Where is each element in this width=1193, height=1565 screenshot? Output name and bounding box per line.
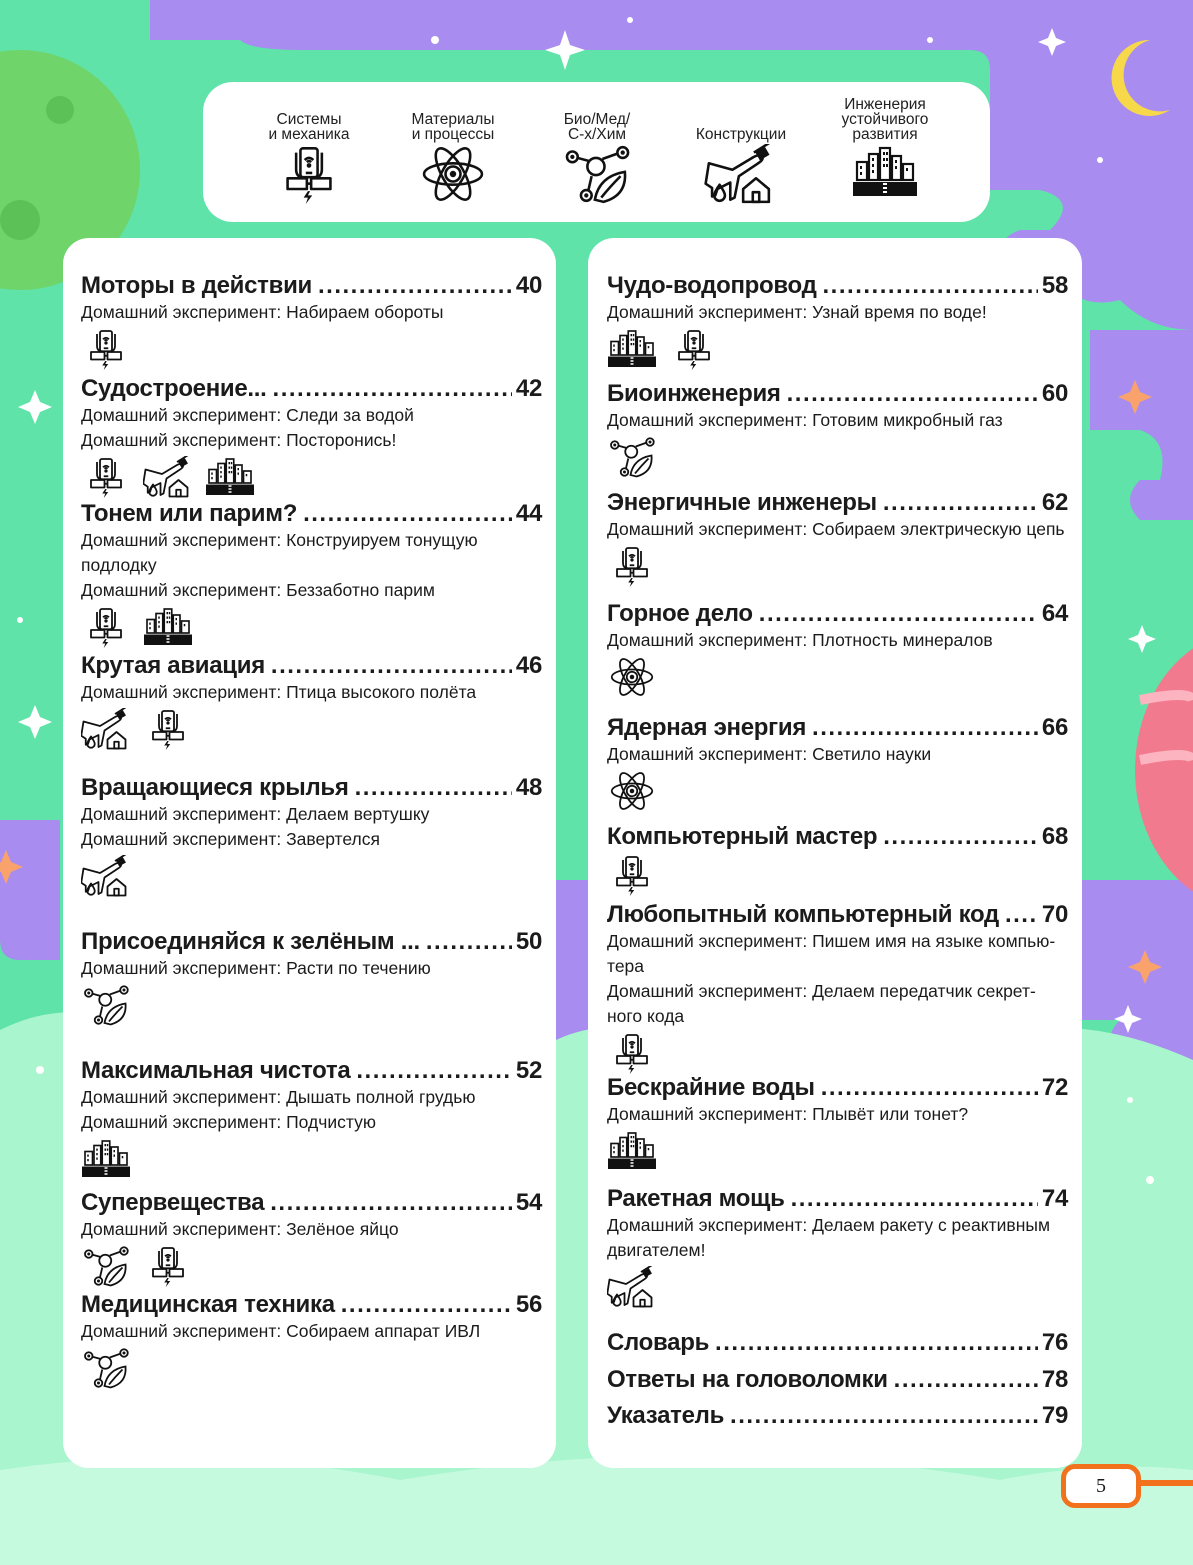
toc-entry[interactable]	[607, 489, 1068, 587]
materials-icon	[388, 144, 518, 209]
category-icons	[81, 1245, 542, 1287]
entry-page-number: 70	[1041, 901, 1068, 928]
entry-title: Судостроение...	[81, 375, 267, 402]
sustainable-icon	[607, 328, 657, 370]
sustainable-icon	[205, 456, 255, 498]
leader-dots	[791, 1185, 1038, 1213]
entry-title: Энергичные инженеры	[607, 489, 877, 516]
entry-title: Чудо-водопровод	[607, 272, 817, 299]
toc-heading	[607, 1366, 1068, 1394]
category-label: Инженерия устойчивого развития	[841, 96, 929, 143]
sustainable-icon	[820, 144, 950, 205]
toc-entry[interactable]	[81, 1291, 542, 1389]
category-icons	[607, 328, 1068, 370]
home-experiment: Домашний эксперимент: Делаем ракету с реактивным двигателем!	[607, 1215, 1050, 1260]
entry-title: Бескрайние воды	[607, 1074, 815, 1101]
toc-heading	[607, 600, 1068, 628]
toc-heading	[81, 928, 542, 956]
category-bio	[532, 94, 662, 209]
toc-entry[interactable]	[607, 380, 1068, 478]
entry-page-number: 50	[515, 928, 542, 955]
materials-icon	[607, 656, 657, 698]
category-legend	[203, 82, 990, 222]
home-experiment: Домашний эксперимент: Завертелся	[81, 829, 380, 849]
systems-icon	[81, 328, 131, 370]
structures-icon	[81, 708, 131, 750]
leader-dots	[355, 774, 512, 802]
category-label: Конструкции	[695, 126, 787, 143]
purple-cloud-mid	[556, 880, 588, 1050]
category-icons	[607, 1130, 1068, 1172]
category-systems	[244, 94, 374, 209]
toc-left-panel	[63, 238, 556, 1468]
entry-page-number: 72	[1041, 1074, 1068, 1101]
bio-icon	[81, 1347, 131, 1389]
category-label: Био/Мед/ С-х/Хим	[563, 111, 631, 143]
entry-title: Указатель	[607, 1402, 725, 1429]
home-experiment: Домашний эксперимент: Посторонись!	[81, 430, 397, 450]
bio-icon	[81, 984, 131, 1026]
entry-title: Ядерная энергия	[607, 714, 807, 741]
toc-heading	[607, 714, 1068, 742]
entry-page-number: 54	[515, 1189, 542, 1216]
sustainable-icon	[607, 1130, 657, 1172]
page-number-line	[1140, 1480, 1193, 1486]
entry-page-number: 40	[515, 272, 542, 299]
toc-heading	[81, 774, 542, 802]
toc-heading	[607, 1185, 1068, 1213]
entry-page-number: 42	[515, 375, 542, 402]
category-icons	[81, 328, 542, 370]
home-experiment: Домашний эксперимент: Готовим микробный газ	[607, 410, 1003, 430]
systems-icon	[143, 1245, 193, 1287]
entry-page-number: 60	[1041, 380, 1068, 407]
page-number: 5	[1061, 1464, 1141, 1508]
systems-icon	[607, 854, 657, 896]
systems-icon	[607, 1032, 657, 1074]
systems-icon	[607, 545, 657, 587]
category-icons	[607, 1266, 1068, 1308]
home-experiment: Домашний эксперимент: Светило науки	[607, 744, 932, 764]
toc-heading	[607, 901, 1068, 929]
home-experiment: Домашний эксперимент: Плывёт или тонет?	[607, 1104, 969, 1124]
leader-dots	[883, 823, 1038, 851]
category-icons	[81, 456, 542, 498]
entry-title: Медицинская техника	[81, 1291, 335, 1318]
entry-title: Крутая авиация	[81, 652, 265, 679]
entry-page-number: 48	[515, 774, 542, 801]
materials-icon	[607, 770, 657, 812]
home-experiment: Домашний эксперимент: Зелёное яйцо	[81, 1219, 399, 1239]
entry-page-number: 58	[1041, 272, 1068, 299]
toc-entry[interactable]	[607, 823, 1068, 896]
category-label: Материалы и процессы	[411, 111, 495, 143]
leader-dots	[303, 500, 512, 528]
systems-icon	[669, 328, 719, 370]
entry-title: Любопытный компьютерный код	[607, 901, 999, 928]
entry-title: Словарь	[607, 1329, 710, 1356]
category-icons	[81, 1347, 542, 1389]
leader-dots	[356, 1057, 512, 1085]
entry-page-number: 76	[1041, 1329, 1068, 1356]
leader-dots	[270, 1189, 512, 1217]
toc-heading	[607, 1329, 1068, 1357]
toc-right-panel	[588, 238, 1082, 1468]
home-experiment: Домашний эксперимент: Плотность минералов	[607, 630, 993, 650]
entry-page-number: 74	[1041, 1185, 1068, 1212]
category-icons	[81, 606, 542, 648]
category-sustainable	[820, 94, 950, 205]
category-icons	[81, 855, 542, 897]
structures-icon	[607, 1266, 657, 1308]
entry-title: Биоинженерия	[607, 380, 781, 407]
toc-entry[interactable]	[81, 272, 542, 370]
home-experiment: Домашний эксперимент: Пишем имя на языке компью-тера	[607, 931, 1056, 976]
toc-entry[interactable]	[81, 928, 542, 1026]
toc-heading	[607, 1074, 1068, 1102]
toc-entry[interactable]	[81, 500, 542, 648]
leader-dots	[823, 272, 1038, 300]
systems-icon	[244, 144, 374, 209]
toc-entry[interactable]	[607, 714, 1068, 812]
entry-page-number: 56	[515, 1291, 542, 1318]
toc-entry[interactable]	[607, 1185, 1068, 1308]
home-experiment: Домашний эксперимент: Птица высокого полёта	[81, 682, 477, 702]
entry-title: Супервещества	[81, 1189, 265, 1216]
toc-heading	[607, 1402, 1068, 1430]
home-experiment: Домашний эксперимент: Расти по течению	[81, 958, 431, 978]
leader-dots	[894, 1366, 1038, 1394]
home-experiment: Домашний эксперимент: Делаем вертушку	[81, 804, 430, 824]
category-icons	[607, 545, 1068, 587]
structures-icon	[81, 855, 131, 897]
category-icons	[607, 1032, 1068, 1074]
entry-title: Горное дело	[607, 600, 753, 627]
leader-dots	[318, 272, 512, 300]
systems-icon	[81, 456, 131, 498]
leader-dots	[730, 1402, 1038, 1430]
entry-page-number: 78	[1041, 1366, 1068, 1393]
leader-dots	[1005, 901, 1038, 929]
toc-heading	[81, 652, 542, 680]
toc-entry[interactable]	[81, 375, 542, 498]
entry-title: Вращающиеся крылья	[81, 774, 349, 801]
toc-heading	[81, 1057, 542, 1085]
entry-page-number: 44	[515, 500, 542, 527]
systems-icon	[143, 708, 193, 750]
leader-dots	[715, 1329, 1038, 1357]
toc-entry[interactable]	[81, 1057, 542, 1180]
toc-entry[interactable]	[81, 1189, 542, 1287]
entry-title: Максимальная чистота	[81, 1057, 351, 1084]
toc-entry[interactable]	[607, 1329, 1068, 1357]
home-experiment: Домашний эксперимент: Дышать полной грудью	[81, 1087, 476, 1107]
entry-page-number: 46	[515, 652, 542, 679]
home-experiment: Домашний эксперимент: Собираем электрическую цепь	[607, 519, 1065, 539]
toc-heading	[607, 823, 1068, 851]
leader-dots	[273, 375, 512, 403]
entry-page-number: 64	[1041, 600, 1068, 627]
toc-entry[interactable]	[607, 1366, 1068, 1394]
toc-heading	[81, 375, 542, 403]
toc-entry[interactable]	[607, 1402, 1068, 1430]
leader-dots	[787, 380, 1038, 408]
home-experiment: Домашний эксперимент: Беззаботно парим	[81, 580, 435, 600]
category-icons	[607, 656, 1068, 698]
category-label: Системы и механика	[268, 111, 350, 143]
leader-dots	[821, 1074, 1038, 1102]
entry-page-number: 62	[1041, 489, 1068, 516]
home-experiment: Домашний эксперимент: Подчистую	[81, 1112, 376, 1132]
sustainable-icon	[143, 606, 193, 648]
structures-icon	[676, 144, 806, 209]
sustainable-icon	[81, 1138, 131, 1180]
category-icons	[81, 984, 542, 1026]
systems-icon	[81, 606, 131, 648]
entry-title: Моторы в действии	[81, 272, 312, 299]
leader-dots	[341, 1291, 512, 1319]
toc-heading	[81, 1291, 542, 1319]
entry-page-number: 66	[1041, 714, 1068, 741]
category-materials	[388, 94, 518, 209]
leader-dots	[883, 489, 1038, 517]
toc-heading	[607, 489, 1068, 517]
category-icons	[607, 770, 1068, 812]
home-experiment: Домашний эксперимент: Узнай время по воде!	[607, 302, 987, 322]
toc-heading	[81, 1189, 542, 1217]
bio-icon	[532, 144, 662, 209]
entry-page-number: 68	[1041, 823, 1068, 850]
entry-page-number: 52	[515, 1057, 542, 1084]
entry-title: Ракетная мощь	[607, 1185, 785, 1212]
home-experiment: Домашний эксперимент: Набираем обороты	[81, 302, 444, 322]
toc-entry[interactable]	[607, 901, 1068, 1074]
leader-dots	[271, 652, 512, 680]
home-experiment: Домашний эксперимент: Следи за водой	[81, 405, 414, 425]
structures-icon	[143, 456, 193, 498]
category-icons	[81, 1138, 542, 1180]
leader-dots	[426, 928, 512, 956]
toc-entry[interactable]	[81, 774, 542, 897]
category-icons	[607, 854, 1068, 896]
toc-entry[interactable]	[607, 272, 1068, 370]
entry-title: Ответы на головоломки	[607, 1366, 888, 1393]
entry-title: Компьютерный мастер	[607, 823, 878, 850]
entry-title: Тонем или парим?	[81, 500, 298, 527]
category-icons	[607, 436, 1068, 478]
toc-entry[interactable]	[607, 600, 1068, 698]
purple-cloud-left	[0, 820, 60, 960]
home-experiment: Домашний эксперимент: Делаем передатчик секрет-ного кода	[607, 981, 1036, 1026]
toc-heading	[607, 380, 1068, 408]
entry-page-number: 79	[1041, 1402, 1068, 1429]
toc-entry[interactable]	[81, 652, 542, 750]
leader-dots	[812, 714, 1038, 742]
toc-heading	[81, 272, 542, 300]
toc-heading	[81, 500, 542, 528]
leader-dots	[759, 600, 1038, 628]
toc-entry[interactable]	[607, 1074, 1068, 1172]
home-experiment: Домашний эксперимент: Конструируем тонущую подлодку	[81, 530, 478, 575]
entry-title: Присоединяйся к зелёным ...	[81, 928, 420, 955]
category-icons	[81, 708, 542, 750]
bio-icon	[81, 1245, 131, 1287]
home-experiment: Домашний эксперимент: Собираем аппарат ИВЛ	[81, 1321, 481, 1341]
bio-icon	[607, 436, 657, 478]
category-structures	[676, 94, 806, 209]
toc-heading	[607, 272, 1068, 300]
